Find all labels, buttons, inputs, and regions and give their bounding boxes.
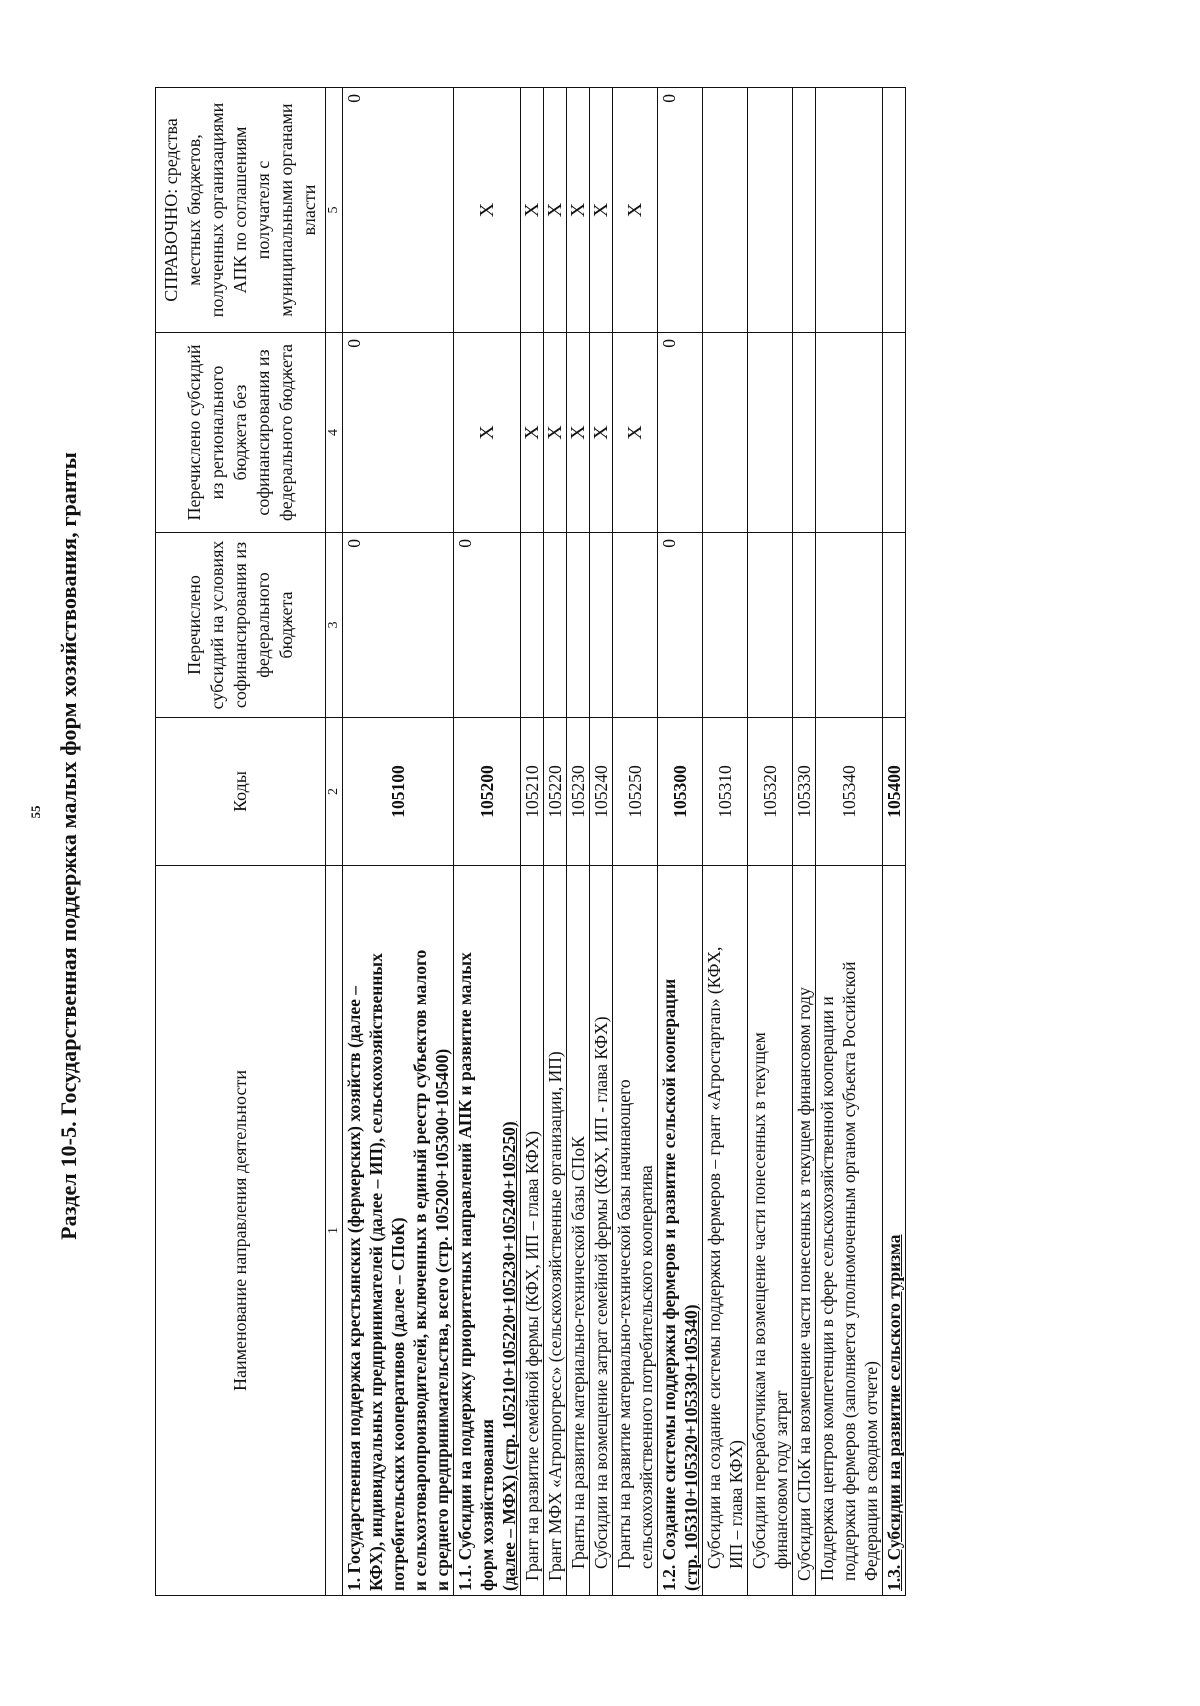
column-number: 5 <box>326 88 343 333</box>
row-code: 105240 <box>590 718 613 866</box>
row-code: 105330 <box>793 718 816 866</box>
column-number: 4 <box>326 333 343 533</box>
row-value-regional: X <box>544 333 567 533</box>
row-code: 105230 <box>567 718 590 866</box>
row-value-municipal: X <box>567 88 590 333</box>
row-value-regional: 0 <box>343 333 454 533</box>
row-value-federal <box>793 533 816 718</box>
row-value-federal <box>590 533 613 718</box>
row-value-federal <box>613 533 658 718</box>
column-number: 2 <box>326 718 343 866</box>
row-code: 105400 <box>883 718 906 866</box>
row-value-municipal <box>816 88 883 333</box>
table-row <box>567 88 590 1596</box>
row-value-regional <box>748 333 793 533</box>
row-name: Поддержка центров компетенции в сфере сельскохозяйственной кооперации и поддержки фермеров (заполняется уполномоченным органом субъекта Российской Федерации в сводном отчете) <box>816 866 883 1596</box>
row-name: Грант МФХ «Агропрогресс» (сельскохозяйственные организации, ИП) <box>544 866 567 1596</box>
row-value-regional: X <box>454 333 521 533</box>
table-row <box>613 88 658 1596</box>
row-name: Грант на развитие семейной фермы (КФХ, ИП – глава КФХ) <box>521 866 544 1596</box>
row-value-municipal: X <box>613 88 658 333</box>
row-value-federal <box>703 533 748 718</box>
col-header-federal: Перечислено субсидий на условиях софинансирования из федерального бюджета <box>156 533 326 718</box>
header-row <box>156 88 326 1596</box>
row-value-municipal: X <box>454 88 521 333</box>
row-value-municipal: X <box>590 88 613 333</box>
column-number-row <box>326 88 343 1596</box>
row-code: 105100 <box>343 718 454 866</box>
page-number: 55 <box>28 805 43 819</box>
row-value-regional <box>883 333 906 533</box>
row-value-municipal: 0 <box>343 88 454 333</box>
row-code: 105200 <box>454 718 521 866</box>
row-name: Гранты на развитие материально-технической базы начинающего сельскохозяйственного потребительского кооператива <box>613 866 658 1596</box>
row-value-federal: 0 <box>454 533 521 718</box>
row-value-federal: 0 <box>343 533 454 718</box>
row-code: 105340 <box>816 718 883 866</box>
table-row <box>748 88 793 1596</box>
table-row <box>703 88 748 1596</box>
table-row <box>658 88 703 1596</box>
row-code: 105210 <box>521 718 544 866</box>
row-value-regional <box>793 333 816 533</box>
row-name: Субсидии переработчикам на возмещение части понесенных в текущем финансовом году затрат <box>748 866 793 1596</box>
col-header-name: Наименование направления деятельности <box>156 866 326 1596</box>
table-row <box>521 88 544 1596</box>
row-code: 105220 <box>544 718 567 866</box>
table-row <box>590 88 613 1596</box>
column-number: 1 <box>326 866 343 1596</box>
row-value-municipal: 0 <box>658 88 703 333</box>
row-name: 1.1. Субсидии на поддержку приоритетных направлений АПК и развитие малых форм хозяйствования (далее – МФХ) (стр. 105210+105220+105230+105240+105250) <box>454 866 521 1596</box>
row-name: 1.2. Создание системы поддержки фермеров и развитие сельской кооперации (стр. 105310+105320+105330+105340) <box>658 866 703 1596</box>
row-code: 105320 <box>748 718 793 866</box>
section-title: Раздел 10-5. Государственная поддержка малых форм хозяйствования, гранты <box>56 452 81 1240</box>
row-name: Субсидии СПоК на возмещение части понесенных в текущем финансовом году <box>793 866 816 1596</box>
table-row <box>816 88 883 1596</box>
row-value-federal <box>748 533 793 718</box>
row-value-regional: X <box>590 333 613 533</box>
table-row <box>343 88 454 1596</box>
table-row <box>883 88 906 1596</box>
column-number: 3 <box>326 533 343 718</box>
row-value-municipal <box>883 88 906 333</box>
row-value-municipal <box>793 88 816 333</box>
row-value-regional <box>816 333 883 533</box>
table-row <box>793 88 816 1596</box>
row-value-federal <box>567 533 590 718</box>
row-name: Гранты на развитие материально-технической базы СПоК <box>567 866 590 1596</box>
row-name: 1.3. Субсидии на развитие сельского туризма <box>883 866 906 1596</box>
row-value-regional <box>703 333 748 533</box>
row-code: 105300 <box>658 718 703 866</box>
row-value-federal <box>544 533 567 718</box>
table-row <box>454 88 521 1596</box>
col-header-regional: Перечислено субсидий из регионального бюджета без софинансирования из федерального бюджета <box>156 333 326 533</box>
row-value-federal <box>883 533 906 718</box>
row-name: 1. Государственная поддержка крестьянских (фермерских) хозяйств (далее – КФХ), индивидуальных предпринимателей (далее – ИП), сельскохозяйственных потребительских кооперативов (далее – СПоК) и сельхозтоваропроизводителей, включенных в единый реестр субъектов малого и среднего предпринимательства, всего (стр. 105200+105300+105400) <box>343 866 454 1596</box>
row-value-municipal: X <box>521 88 544 333</box>
subsidies-table <box>155 87 906 1596</box>
row-code: 105310 <box>703 718 748 866</box>
row-name: Субсидии на возмещение затрат семейной фермы (КФХ, ИП - глава КФХ) <box>590 866 613 1596</box>
row-value-municipal <box>703 88 748 333</box>
row-name: Субсидии на создание системы поддержки фермеров – грант «Агростартап» (КФХ, ИП – глава КФХ) <box>703 866 748 1596</box>
row-value-regional: X <box>567 333 590 533</box>
table-row <box>544 88 567 1596</box>
row-value-municipal: X <box>544 88 567 333</box>
row-code: 105250 <box>613 718 658 866</box>
row-value-federal <box>521 533 544 718</box>
row-value-federal: 0 <box>658 533 703 718</box>
col-header-municipal: СПРАВОЧНО: средства местных бюджетов, полученных организациями АПК по соглашениям получателя с муниципальными органами власти <box>156 88 326 333</box>
row-value-regional: X <box>613 333 658 533</box>
col-header-codes: Коды <box>156 718 326 866</box>
row-value-regional: X <box>521 333 544 533</box>
row-value-federal <box>816 533 883 718</box>
row-value-municipal <box>748 88 793 333</box>
row-value-regional: 0 <box>658 333 703 533</box>
